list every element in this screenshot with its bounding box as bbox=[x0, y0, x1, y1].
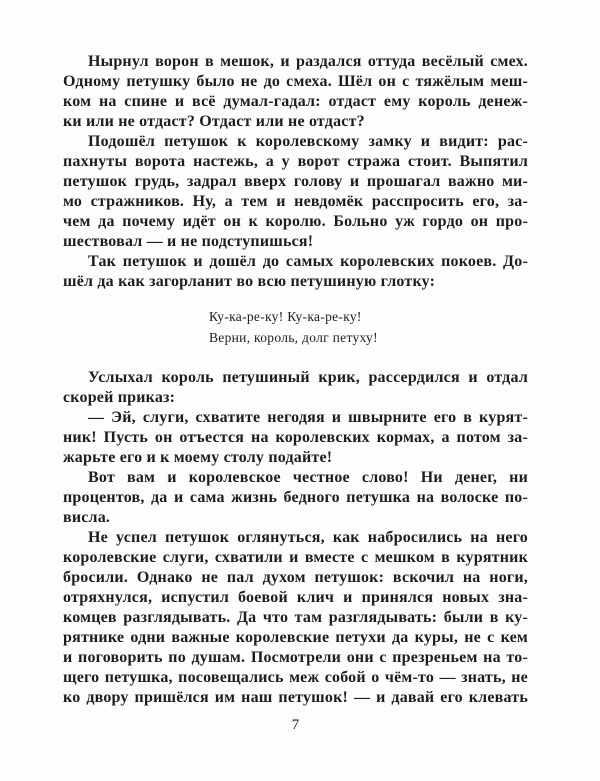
text-line: Так петушок и дошёл до самых королевских покоев. До- bbox=[88, 253, 528, 270]
text-line: ко двору пришёлся им наш петушок! — и давай его клевать bbox=[63, 689, 528, 706]
text-line: Услыхал король петушиный крик, рассердился и отдал bbox=[88, 369, 528, 386]
text-line: процентов, да и сама жизнь бедного петушка на волоске по- bbox=[63, 489, 528, 506]
text-line: Одному петушку было не до смеха. Шёл он с тяжёлым меш- bbox=[63, 73, 528, 90]
text-block bbox=[63, 52, 528, 735]
verse-line: Ку-ка-ре-ку! Ку-ка-ре-ку! bbox=[209, 309, 362, 324]
text-line: отряхнулся, испустил боевой клич и принялся новых зна- bbox=[63, 589, 528, 606]
paragraph-2 bbox=[63, 132, 528, 252]
text-line: висла. bbox=[63, 509, 111, 526]
paragraph-6 bbox=[63, 468, 528, 528]
text-line: жарьте его и к моему столу подайте! bbox=[63, 449, 333, 466]
text-line: шествовал — и не подступишься! bbox=[63, 233, 314, 250]
text-line: Нырнул ворон в мешок, и раздался оттуда весёлый смех. bbox=[88, 53, 528, 70]
text-line: шёл да как загорланит во всю петушиную глотку: bbox=[63, 273, 436, 290]
page-number: 7 bbox=[291, 717, 300, 733]
paragraph-5 bbox=[63, 408, 528, 468]
verse-block bbox=[209, 306, 528, 348]
paragraph-4 bbox=[63, 368, 528, 408]
text-line: королевские слуги, схватили и вместе с мешком в курятник bbox=[63, 549, 528, 566]
text-line: мо стражников. Ну, а тем и невдомёк расспросить его, за- bbox=[63, 193, 528, 210]
text-line: Подошёл петушок к королевскому замку и видит: рас- bbox=[88, 133, 528, 150]
verse-line: Верни, король, долг петуху! bbox=[209, 330, 378, 345]
paragraph-7 bbox=[63, 528, 528, 708]
text-line: щего петушка, посовещались меж собой о чём-то — знать, не bbox=[63, 669, 528, 686]
text-line: комцев разглядывать. Да что там разглядывать: были в ку- bbox=[63, 609, 528, 626]
text-line: Вот вам и королевское честное слово! Ни денег, ни bbox=[88, 469, 528, 486]
text-line: ник! Пусть он отъестся на королевских кормах, а потом за- bbox=[63, 429, 528, 446]
text-line: и поговорить по душам. Посмотрели они с презреньем на то- bbox=[63, 649, 528, 666]
paragraph-3 bbox=[63, 252, 528, 292]
text-line: пахнуты ворота настежь, а у ворот стража стоит. Выпятил bbox=[63, 153, 528, 170]
text-line: ки или не отдаст? Отдаст или не отдаст? bbox=[63, 113, 365, 130]
text-line: ком на спине и всё думал-гадал: отдаст ему король денеж- bbox=[63, 93, 528, 110]
paragraph-1 bbox=[63, 52, 528, 132]
text-line: — Эй, слуги, схватите негодяя и швырните его в курят- bbox=[88, 409, 528, 426]
text-line: чем да почему идёт он к королю. Больно уж гордо он про- bbox=[63, 213, 528, 230]
text-line: скорей приказ: bbox=[63, 389, 176, 406]
text-line: Не успел петушок оглянуться, как набросились на него bbox=[88, 529, 528, 546]
text-line: рятнике одни важные королевские петухи да куры, не с кем bbox=[63, 629, 528, 646]
text-line: бросили. Однако не пал духом петушок: вскочил на ноги, bbox=[63, 569, 528, 586]
text-line: петушок грудь, задрал вверх голову и прошагал важно ми- bbox=[63, 173, 528, 190]
